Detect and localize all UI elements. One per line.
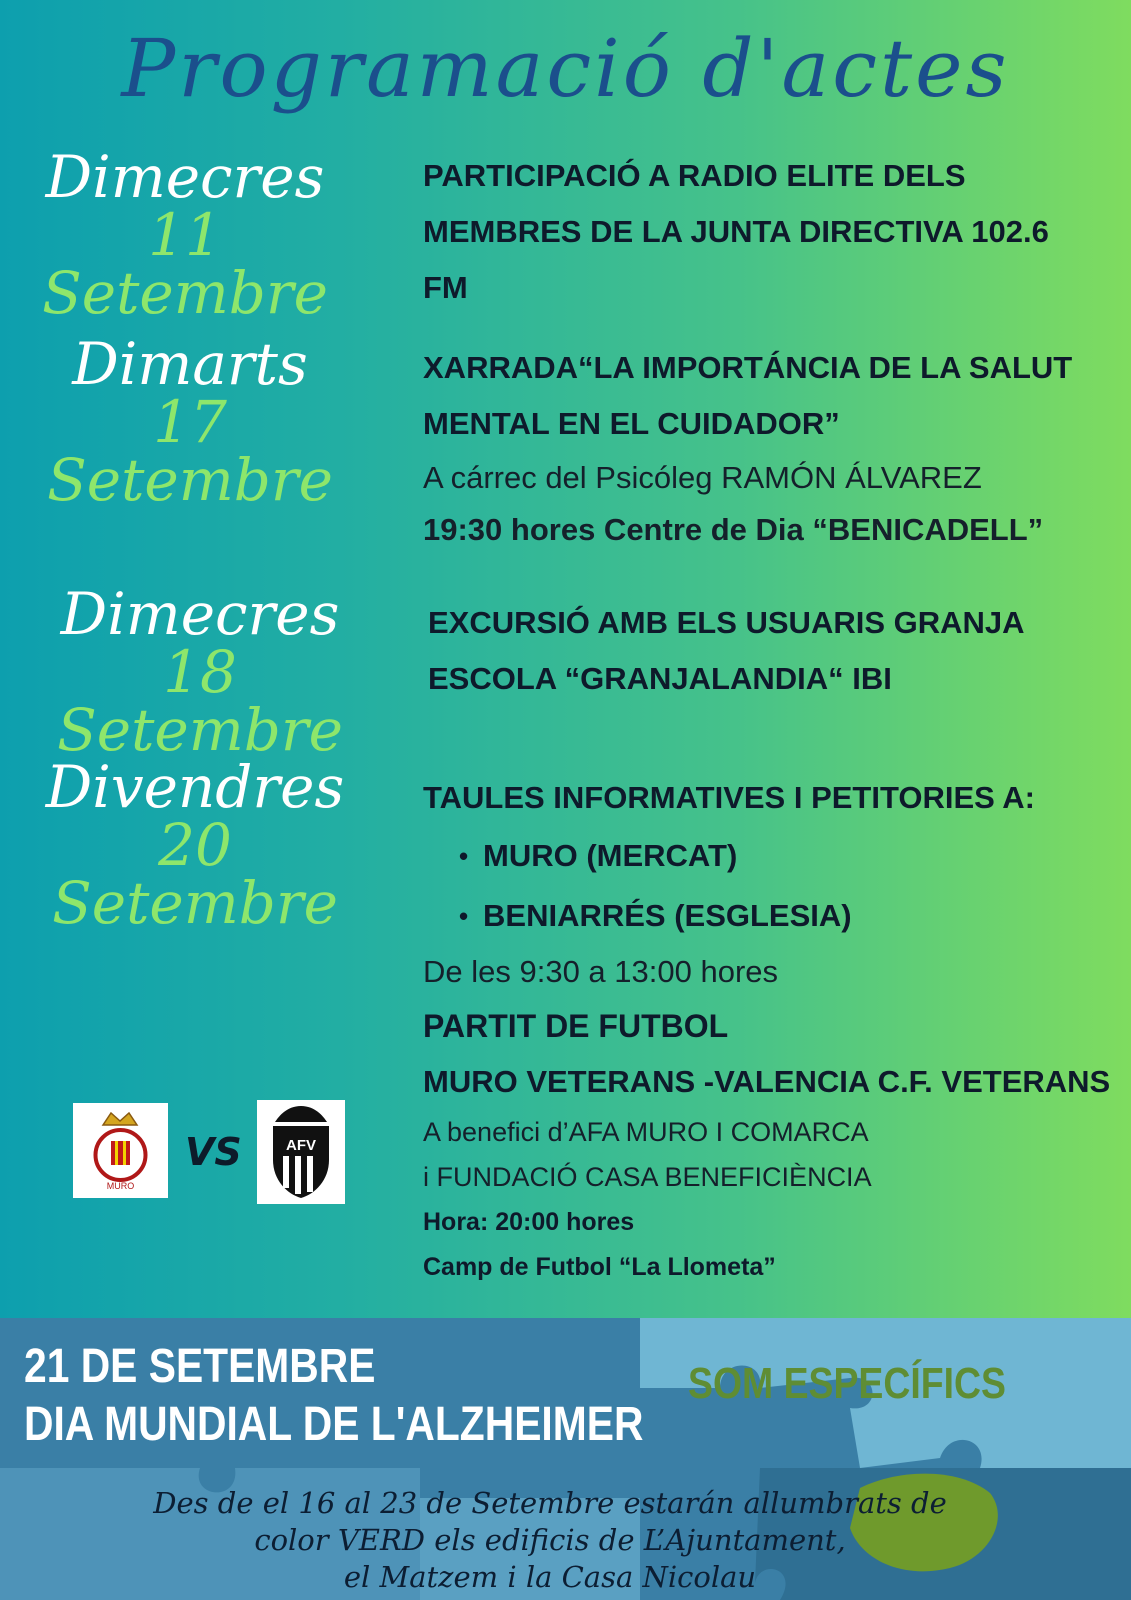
event-text: MENTAL EN EL CUIDADOR”: [423, 406, 840, 441]
banner-note: [100, 1485, 1000, 1596]
event-talk: [423, 340, 1113, 556]
event-text: FM: [423, 270, 468, 305]
event-text: PARTICIPACIÓ A RADIO ELITE DELS: [423, 158, 966, 193]
day-date: 18 Setembre: [57, 638, 343, 764]
afv-logo-text: AFV: [286, 1137, 316, 1154]
note-line: color VERD els edificis de L’Ajuntament,: [254, 1523, 846, 1557]
event-text: XARRADA“LA IMPORTÁNCIA DE LA SALUT: [423, 350, 1073, 385]
event-speaker: A cárrec del Psicóleg RAMÓN ÁLVAREZ: [423, 460, 982, 495]
banner-heading: DIA MUNDIAL DE L'ALZHEIMER: [24, 1398, 644, 1451]
match-benefit: i FUNDACIÓ CASA BENEFICIÈNCIA: [423, 1162, 872, 1192]
note-line: Des de el 16 al 23 de Setembre estarán allumbrats de: [153, 1486, 947, 1520]
event-excursion: [428, 595, 1118, 707]
muro-club-logo: [73, 1103, 168, 1198]
muro-logo-text: MURO: [106, 1181, 135, 1191]
day-2: [10, 330, 370, 514]
note-line: el Matzem i la Casa Nicolau: [343, 1560, 757, 1594]
match-title: PARTIT DE FUTBOL: [423, 1008, 729, 1044]
banner-date: 21 DE SETEMBRE: [24, 1340, 376, 1393]
day-4: [10, 753, 380, 937]
vs-label: VS: [185, 1130, 242, 1174]
page-title: Programació d'actes: [121, 22, 1010, 115]
day-name: Dimecres: [45, 143, 325, 211]
day-name: Dimarts: [72, 330, 308, 398]
day-1: [40, 143, 330, 327]
alzheimer-day-banner: [0, 1318, 1131, 1600]
afv-club-logo: [257, 1100, 345, 1204]
list-item: • BENIARRÉS (ESGLESIA): [483, 886, 1123, 946]
day-name: Dimecres: [60, 580, 340, 648]
day-name: Divendres: [45, 753, 345, 821]
match-venue: Camp de Futbol “La Llometa”: [423, 1253, 776, 1281]
banner-slogan: SOM ESPECÍFICS: [688, 1359, 1006, 1408]
event-info-tables: [423, 770, 1123, 1290]
event-time-place: 19:30 hores Centre de Dia “BENICADELL”: [423, 512, 1044, 547]
event-text: MEMBRES DE LA JUNTA DIRECTIVA 102.6: [423, 214, 1049, 249]
match-teams: MURO VETERANS -VALENCIA C.F. VETERANS: [423, 1064, 1111, 1099]
match-hour: Hora: 20:00 hores: [423, 1208, 635, 1236]
day-3: [20, 580, 380, 764]
event-text: ESCOLA “GRANJALANDIA“ IBI: [428, 661, 892, 696]
event-text: TAULES INFORMATIVES I PETITORIES A:: [423, 780, 1035, 815]
location-list: [423, 826, 1123, 946]
event-radio: [423, 148, 1113, 316]
list-item: • MURO (MERCAT): [483, 826, 1123, 886]
event-hours: De les 9:30 a 13:00 hores: [423, 954, 779, 989]
day-date: 11 Setembre: [42, 201, 328, 327]
event-text: EXCURSIÓ AMB ELS USUARIS GRANJA: [428, 605, 1025, 640]
day-date: 17 Setembre: [47, 388, 333, 514]
day-date: 20 Setembre: [52, 811, 338, 937]
match-benefit: A benefici d’AFA MURO I COMARCA: [423, 1117, 869, 1147]
